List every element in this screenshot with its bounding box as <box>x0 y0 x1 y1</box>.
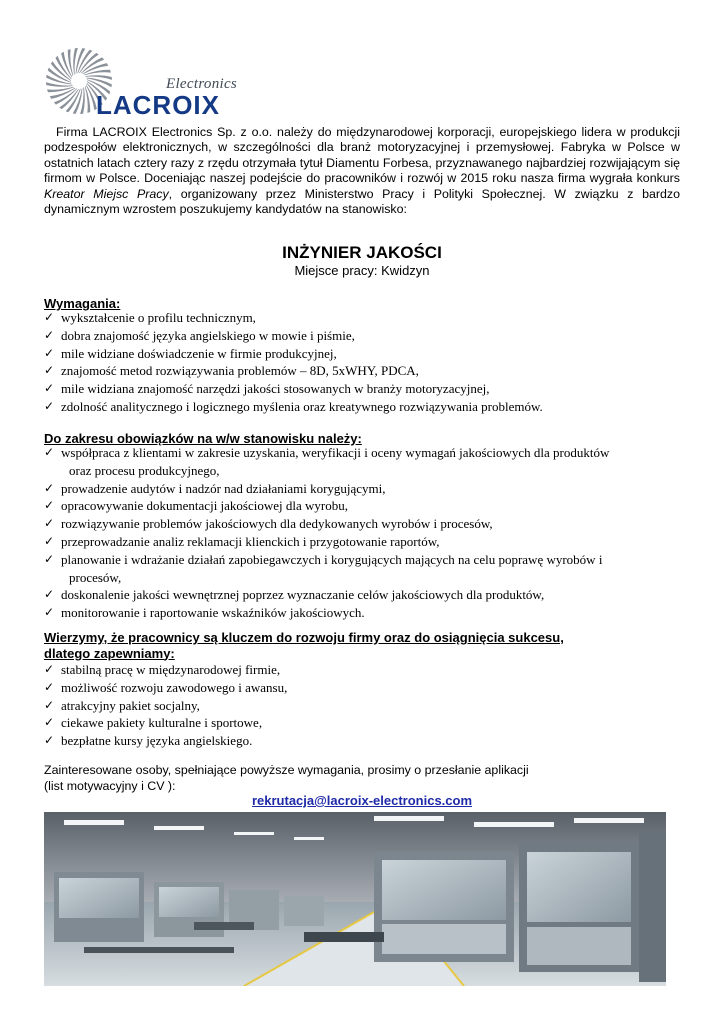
intro-text-italic: Kreator Miejsc Pracy <box>44 186 169 201</box>
duty-item <box>44 551 684 587</box>
offer-item-text: atrakcyjny pakiet socjalny, <box>61 697 200 713</box>
duty-item <box>44 444 684 480</box>
requirement-item-text: zdolność analitycznego i logicznego myślenia oraz kreatywnego rozwiązywania problemów. <box>61 398 543 414</box>
offer-heading-line2: dlatego zapewniamy: <box>44 645 175 661</box>
duty-item <box>44 480 684 498</box>
logo-electronics-text: Electronics <box>166 76 238 92</box>
checkmark-icon: ✓ <box>44 345 55 360</box>
offer-item <box>44 679 684 697</box>
requirement-item <box>44 398 684 416</box>
requirement-item <box>44 345 684 363</box>
requirements-heading: Wymagania: <box>44 296 121 311</box>
checkmark-icon: ✓ <box>44 381 55 396</box>
duty-item <box>44 586 684 604</box>
job-location: Miejsce pracy: Kwidzyn <box>294 263 430 278</box>
checkmark-icon: ✓ <box>44 498 55 513</box>
requirement-item-text: mile widziana znajomość narzędzi jakości stosowanych w branży motoryzacyjnej, <box>61 381 490 397</box>
offer-item-text: bezpłatne kursy języka angielskiego. <box>61 733 253 749</box>
duty-item <box>44 604 684 622</box>
checkmark-icon: ✓ <box>44 516 55 531</box>
offer-list <box>44 661 684 750</box>
offer-item-text: możliwość rozwoju zawodowego i awansu, <box>61 679 288 695</box>
checkmark-icon: ✓ <box>44 398 55 413</box>
duty-item-text: współpraca z klientami w zakresie uzyskania, weryfikacji i oceny wymagań jakościowych dla produktów <box>61 445 610 460</box>
factory-floor-photo <box>44 812 666 986</box>
checkmark-icon: ✓ <box>44 310 55 324</box>
duty-item <box>44 533 684 551</box>
checkmark-icon: ✓ <box>44 551 55 566</box>
checkmark-icon: ✓ <box>44 533 55 548</box>
duty-item-text: monitorowanie i raportowanie wskaźników jakościowych. <box>61 605 365 621</box>
checkmark-icon: ✓ <box>44 662 55 676</box>
offer-item <box>44 697 684 715</box>
requirement-item-text: znajomość metod rozwiązywania problemów – 8D, 5xWHY, PDCA, <box>61 363 419 379</box>
intro-text-part2: , organizowany przez Ministerstwo Pracy i Polityki Społecznej. W związku z bardzo dynamicznym wzrostem poszukujemy kandydatów na stanowisko: <box>44 186 680 217</box>
logo-brand-text: LACROIX <box>96 90 220 120</box>
requirement-item <box>44 362 684 380</box>
requirements-list <box>44 309 684 416</box>
checkmark-icon: ✓ <box>44 445 55 459</box>
company-logo <box>44 46 256 118</box>
offer-item <box>44 661 684 679</box>
contact-line1: Zainteresowane osoby, spełniające powyższe wymagania, prosimy o przesłanie aplikacji <box>44 763 529 777</box>
duty-item-text: przeprowadzanie analiz reklamacji klienckich i przygotowanie raportów, <box>61 533 440 549</box>
job-title: INŻYNIER JAKOŚCI <box>282 243 442 262</box>
contact-text <box>44 763 684 794</box>
duty-item-text: planowanie i wdrażanie działań zapobiegawczych i korygujących mających na celu poprawę wyrobów i <box>61 551 603 567</box>
requirement-item <box>44 327 684 345</box>
offer-item <box>44 714 684 732</box>
checkmark-icon: ✓ <box>44 697 55 712</box>
requirement-item-text: mile widziane doświadczenie w firmie produkcyjnej, <box>61 345 337 361</box>
intro-paragraph <box>44 125 680 217</box>
requirement-item <box>44 309 684 327</box>
requirement-item-text: dobra znajomość języka angielskiego w mowie i piśmie, <box>61 327 355 343</box>
checkmark-icon: ✓ <box>44 327 55 342</box>
requirement-item-text: wykształcenie o profilu technicznym, <box>61 310 256 325</box>
contact-line2: (list motywacyjny i CV ): <box>44 778 176 793</box>
duty-item-text: opracowywanie dokumentacji jakościowej dla wyrobu, <box>61 498 348 514</box>
checkmark-icon: ✓ <box>44 363 55 378</box>
email-link[interactable]: rekrutacja@lacroix-electronics.com <box>251 793 473 808</box>
duties-heading: Do zakresu obowiązków na w/w stanowisku należy: <box>44 431 362 446</box>
offer-heading-line1: Wierzymy, że pracownicy są kluczem do rozwoju firmy oraz do osiągnięcia sukcesu, <box>44 630 564 645</box>
duty-item-text: rozwiązywanie problemów jakościowych dla dedykowanych wyrobów i procesów, <box>61 516 493 532</box>
intro-text-part1: Firma LACROIX Electronics Sp. z o.o. należy do międzynarodowej korporacji, europejskiego lidera w produkcji podzespołów elektronicznych, w szczególności dla branż motoryzacyjnej i przemysłowej. Fabryka w Polsce w ostatnich latach cztery razy z rzędu otrzymała tytuł Diamentu Forbesa, przyznawanego najbardziej rozwijającym się firmom w Polsce. Doceniając naszej podejście do pracowników i rozwój w 2015 roku nasza firma wygrała konkurs <box>44 125 680 186</box>
duties-list <box>44 444 684 622</box>
offer-heading <box>44 630 684 661</box>
duty-item-text: doskonalenie jakości wewnętrznej poprzez wyznaczanie celów jakościowych dla produktów, <box>61 587 545 603</box>
checkmark-icon: ✓ <box>44 679 55 694</box>
duty-item-text-continued: procesów, <box>69 569 122 585</box>
duty-item <box>44 497 684 515</box>
duty-item <box>44 515 684 533</box>
checkmark-icon: ✓ <box>44 587 55 602</box>
requirement-item <box>44 380 684 398</box>
checkmark-icon: ✓ <box>44 480 55 495</box>
offer-item-text: ciekawe pakiety kulturalne i sportowe, <box>61 715 263 731</box>
checkmark-icon: ✓ <box>44 605 55 620</box>
duty-item-text-continued: oraz procesu produkcyjnego, <box>69 462 220 478</box>
checkmark-icon: ✓ <box>44 715 55 730</box>
offer-item-text: stabilną pracę w międzynarodowej firmie, <box>61 662 281 677</box>
offer-item <box>44 732 684 750</box>
duty-item-text: prowadzenie audytów i nadzór nad działaniami korygującymi, <box>61 480 386 496</box>
checkmark-icon: ✓ <box>44 733 55 748</box>
